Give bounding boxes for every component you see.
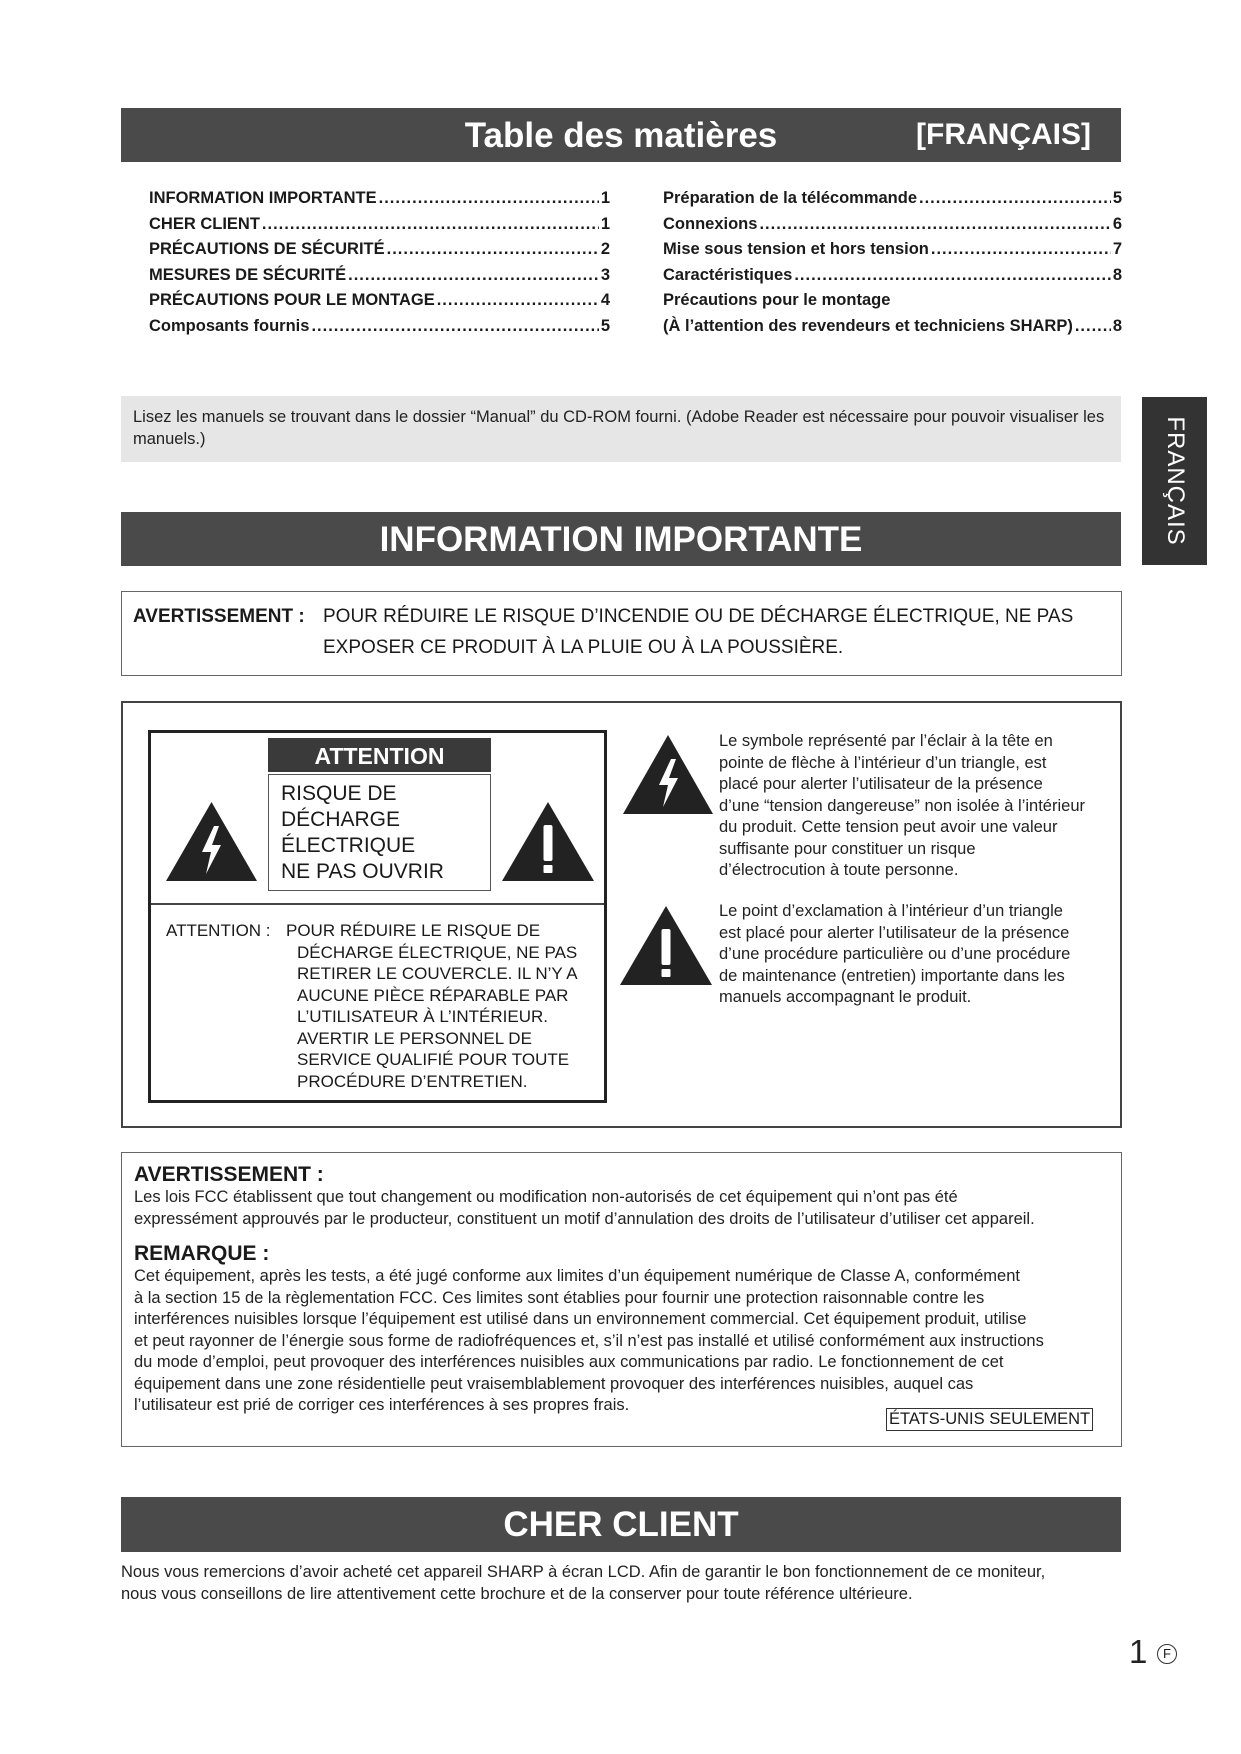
- exclamation-explanation: Le point d’exclamation à l’intérieur d’un triangle est placé pour alerter l’utilisateur de la présence d’une procédure particulière ou d’une procédure de maintenance (entretien) importante dans les manuels accompagnant le produit.: [719, 902, 1071, 1006]
- fcc-remark-text: Cet équipement, après les tests, a été jugé conforme aux limites d’un équipement numérique de Classe A, conformément à la section 15 de la règlementation FCC. Ces limites sont établies pour fournir une protection raisonnable contre les interférences nuisibles lorsque l’équipement est utilisé dans un environnement commercial. Cet équipement produit, utilise et peut rayonner de l’énergie sous forme de radiofréquences et, s’il n’est pas installé et utilisé conformément aux instructions du mode d’emploi, peut provoquer des interférences nuisibles aux communications par radio. Le fonctionnement de cet équipement dans une zone résidentielle peut vraisemblablement provoquer des interférences nuisibles, auquel cas l’utilisateur est prié de corriger ces interférences à ses propres frais.: [134, 1267, 1044, 1414]
- fcc-remark-title: REMARQUE :: [134, 1242, 270, 1265]
- lightning-symbol-icon: [621, 733, 715, 816]
- toc-entry[interactable]: (À l’attention des revendeurs et techniciens SHARP) ..... 8: [663, 314, 1122, 340]
- attention-line: SERVICE QUALIFIÉ POUR TOUTE: [297, 1050, 570, 1069]
- risk-box: [268, 774, 491, 891]
- attention-line: L’UTILISATEUR À L’INTÉRIEUR.: [297, 1007, 548, 1026]
- lightning-explanation: Le symbole représenté par l’éclair à la tête en pointe de flèche à l’intérieur d’un triangle, est placé pour alerter l’utilisateur de la présence d’une “tension dangereuse” non isolée à l’intérieur du produit. Cette tension peut avoir une valeur suffisante pour constituer un risque d’électrocution à toute personne.: [719, 732, 1085, 879]
- toc-entry[interactable]: PRÉCAUTIONS POUR LE MONTAGE ..... 4: [149, 288, 610, 314]
- toc-entry[interactable]: Précautions pour le montage: [663, 291, 891, 309]
- fire-warning-label: AVERTISSEMENT :: [133, 606, 305, 627]
- caution-header-text: ATTENTION: [314, 743, 445, 769]
- risk-line: NE PAS OUVRIR: [281, 860, 444, 883]
- caution-panel: [121, 701, 1122, 1128]
- language-mark-icon: [1157, 1644, 1177, 1664]
- risk-line: DÉCHARGE: [281, 808, 401, 831]
- toc-title: Table des matières: [464, 116, 778, 155]
- info-title: INFORMATION IMPORTANTE: [379, 520, 863, 559]
- toc-entry[interactable]: Caractéristiques ..... 8: [663, 263, 1122, 289]
- client-title: CHER CLIENT: [503, 1505, 739, 1544]
- toc-left-column: [149, 186, 610, 339]
- page-number: 1: [1129, 1633, 1148, 1670]
- attention-line: RETIRER LE COUVERCLE. IL N’Y A: [297, 964, 578, 983]
- exclamation-symbol-icon: [618, 904, 714, 987]
- client-text: Nous vous remercions d’avoir acheté cet appareil SHARP à écran LCD. Afin de garantir le bon fonctionnement de ce moniteur, nous vous conseillons de lire attentivement cette brochure et de la conserver pour toute référence ultérieure.: [121, 1563, 1046, 1603]
- manual-note: [121, 396, 1121, 462]
- fcc-warning-text: Les lois FCC établissent que tout changement ou modification non-autorisés de cet équipement qui n’ont pas été expressément approuvés par le producteur, constituent un motif d’annulation des droits de l’utilisateur d’utiliser cet appareil.: [134, 1188, 1035, 1228]
- fire-warning-box: [121, 591, 1122, 676]
- attention-line: DÉCHARGE ÉLECTRIQUE, NE PAS: [297, 943, 578, 962]
- toc-language: [FRANÇAIS]: [916, 118, 1091, 151]
- caution-label-block: [148, 730, 607, 1103]
- toc-header: [121, 108, 1121, 162]
- toc-entry[interactable]: Préparation de la télécommande ..... 5: [663, 186, 1122, 212]
- client-header: [121, 1497, 1121, 1552]
- attention-line: AVERTIR LE PERSONNEL DE: [297, 1029, 532, 1048]
- attention-line: PROCÉDURE D’ENTRETIEN.: [297, 1072, 528, 1091]
- caution-header: [268, 738, 491, 772]
- toc-entry[interactable]: Composants fournis ..... 5: [149, 314, 610, 340]
- language-side-tab: [1142, 397, 1207, 565]
- toc-entry[interactable]: MESURES DE SÉCURITÉ ..... 3: [149, 263, 610, 289]
- us-only-badge: ÉTATS-UNIS SEULEMENT: [886, 1408, 1093, 1431]
- toc-entry[interactable]: CHER CLIENT ..... 1: [149, 212, 610, 238]
- fcc-notice-box: [121, 1152, 1122, 1447]
- toc-entry[interactable]: PRÉCAUTIONS DE SÉCURITÉ ..... 2: [149, 237, 610, 263]
- fire-warning-line-1: POUR RÉDUIRE LE RISQUE D’INCENDIE OU DE DÉCHARGE ÉLECTRIQUE, NE PAS: [323, 606, 1074, 627]
- attention-line: AUCUNE PIÈCE RÉPARABLE PAR: [297, 986, 569, 1005]
- fcc-warning-title: AVERTISSEMENT :: [134, 1163, 324, 1186]
- attention-line: POUR RÉDUIRE LE RISQUE DE: [286, 921, 541, 940]
- toc-entry[interactable]: Connexions ..... 6: [663, 212, 1122, 238]
- toc-entry[interactable]: Mise sous tension et hors tension ..... 7: [663, 237, 1122, 263]
- language-side-tab-label: FRANÇAIS: [1161, 416, 1189, 546]
- fire-warning-line-2: EXPOSER CE PRODUIT À LA PLUIE OU À LA POUSSIÈRE.: [323, 637, 844, 658]
- toc-right-column: [663, 186, 1122, 339]
- lightning-warning-icon: [164, 800, 259, 883]
- manual-note-text: Lisez les manuels se trouvant dans le dossier “Manual” du CD-ROM fourni. (Adobe Reader est nécessaire pour pouvoir visualiser les manuels.): [133, 408, 1105, 448]
- info-header: [121, 512, 1121, 566]
- exclamation-warning-icon: [500, 800, 596, 883]
- toc-entry[interactable]: INFORMATION IMPORTANTE ..... 1: [149, 186, 610, 212]
- risk-line: ÉLECTRIQUE: [281, 834, 416, 857]
- risk-line: RISQUE DE: [281, 782, 397, 805]
- language-mark: F: [1163, 1646, 1171, 1661]
- attention-prefix: ATTENTION :: [166, 921, 271, 940]
- caution-divider: [151, 903, 604, 905]
